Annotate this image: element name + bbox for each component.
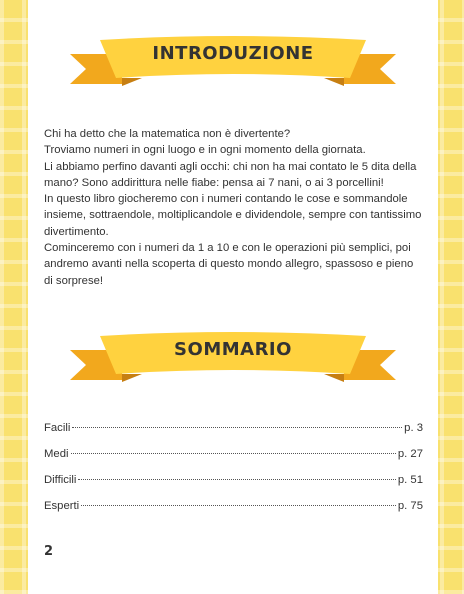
dot-leader [71,453,396,454]
intro-paragraph: Cominceremo con i numeri da 1 a 10 e con le operazioni più semplici, poi andremo avanti nella scoperta di questo mondo allegro, spassoso e pieno di sorprese! [44,242,414,287]
intro-paragraph: Chi ha detto che la matematica non è divertente? [44,128,291,140]
sommario-title: SOMMARIO [174,339,292,360]
toc-entry-esperti[interactable] [44,500,423,526]
intro-paragraph: In questo libro giocheremo con i numeri contando le cose e sommandole insieme, sottraendole, moltiplicandole e dividendole, sempre con tantissimo divertimento. [44,193,422,238]
toc-entry-facili[interactable] [44,422,423,448]
sommario-banner [28,330,438,390]
book-page [28,0,438,594]
intro-banner [28,34,438,94]
table-of-contents [44,422,423,526]
toc-page: p. 27 [397,448,423,460]
toc-label: Difficili [44,474,77,486]
toc-label: Esperti [44,500,80,512]
page-number: 2 [44,544,54,559]
toc-page: p. 3 [404,422,423,434]
intro-text [44,126,424,289]
dot-leader [81,505,396,506]
toc-page: p. 51 [397,474,423,486]
toc-page: p. 75 [397,500,423,512]
dot-leader [72,427,402,428]
toc-entry-difficili[interactable] [44,474,423,500]
intro-paragraph: Troviamo numeri in ogni luogo e in ogni momento della giornata. [44,144,366,157]
toc-label: Facili [44,422,71,434]
toc-label: Medi [44,448,69,460]
intro-title: INTRODUZIONE [152,43,314,64]
intro-paragraph: Li abbiamo perfino davanti agli occhi: chi non ha mai contato le 5 dita della mano? Sono addirittura nelle fiabe: pensa ai 7 nani, o ai 3 porcellini! [44,160,417,189]
toc-entry-medi[interactable] [44,448,423,474]
dot-leader [78,479,395,480]
